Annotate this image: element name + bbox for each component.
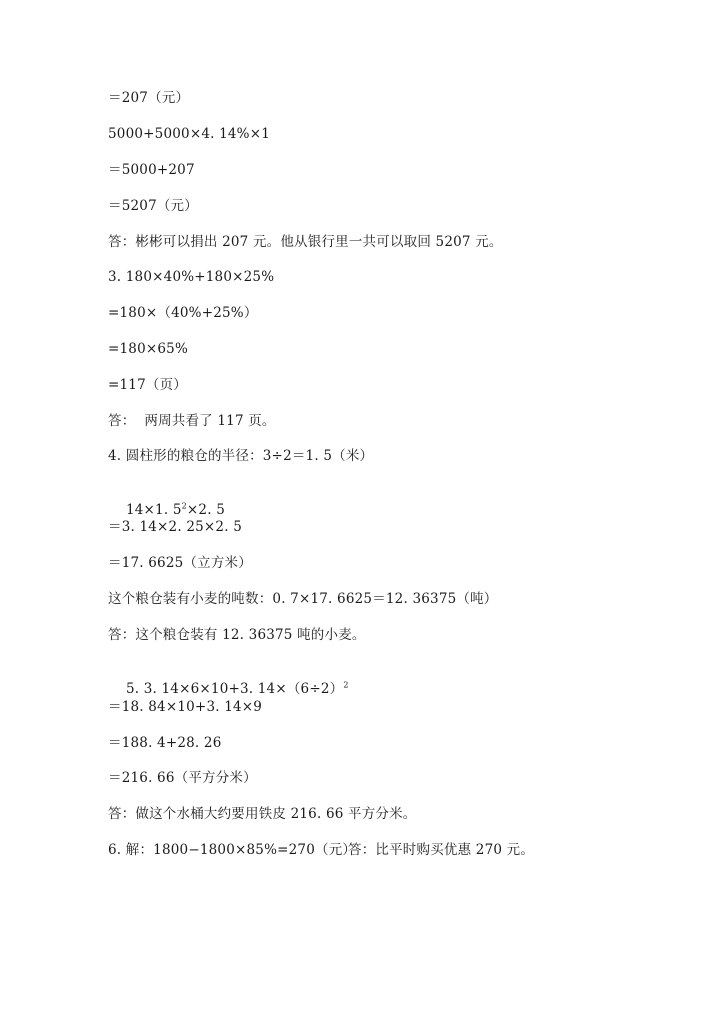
solution-line: ＝5000+207 bbox=[108, 162, 195, 178]
solution-line: 5000+5000×4. 14%×1 bbox=[108, 126, 271, 142]
answer-line: 答：比平时购买优惠 270 元。 bbox=[348, 842, 535, 858]
solution-line: ＝3. 14×2. 25×2. 5 bbox=[108, 519, 242, 535]
solution-line: ＝216. 66（平方分米） bbox=[108, 770, 257, 786]
answer-line: 答：这个粮仓装有 12. 36375 吨的小麦。 bbox=[108, 627, 366, 643]
solution-line: ＝5207（元） bbox=[108, 198, 198, 214]
expression-part: 5. 3. 14×6×10+3. 14×（6÷2） bbox=[125, 681, 344, 697]
solution-line: =180×65% bbox=[108, 341, 188, 357]
solution-line: =180×（40%+25%） bbox=[108, 305, 258, 321]
problem-6-line: 6. 解：1800−1800×85%=270（元） bbox=[108, 842, 357, 858]
solution-line: ＝188. 4+28. 26 bbox=[108, 735, 222, 751]
exponent: 2 bbox=[181, 501, 187, 511]
expression-part: 14×1. 5 bbox=[125, 502, 182, 518]
answer-line: 答：做这个水桶大约要用铁皮 216. 66 平方分米。 bbox=[108, 806, 417, 822]
problem-3-line: 3. 180×40%+180×25% bbox=[108, 269, 275, 285]
solution-line: ＝18. 84×10+3. 14×9 bbox=[108, 699, 263, 715]
exponent: 2 bbox=[343, 680, 349, 690]
solution-line: ＝17. 6625（立方米） bbox=[108, 555, 252, 571]
solution-line: 这个粮仓装有小麦的吨数：0. 7×17. 6625＝12. 36375（吨） bbox=[108, 591, 498, 607]
problem-4-line: 4. 圆柱形的粮仓的半径：3÷2＝1. 5（米） bbox=[108, 448, 374, 464]
answer-line: 答：彬彬可以捐出 207 元。他从银行里一共可以取回 5207 元。 bbox=[108, 234, 503, 250]
answer-line: 答： 两周共看了 117 页。 bbox=[108, 413, 276, 429]
solution-line: ＝207（元） bbox=[108, 90, 190, 106]
solution-line: =117（页） bbox=[108, 377, 187, 393]
expression-part: ×2. 5 bbox=[186, 502, 225, 518]
